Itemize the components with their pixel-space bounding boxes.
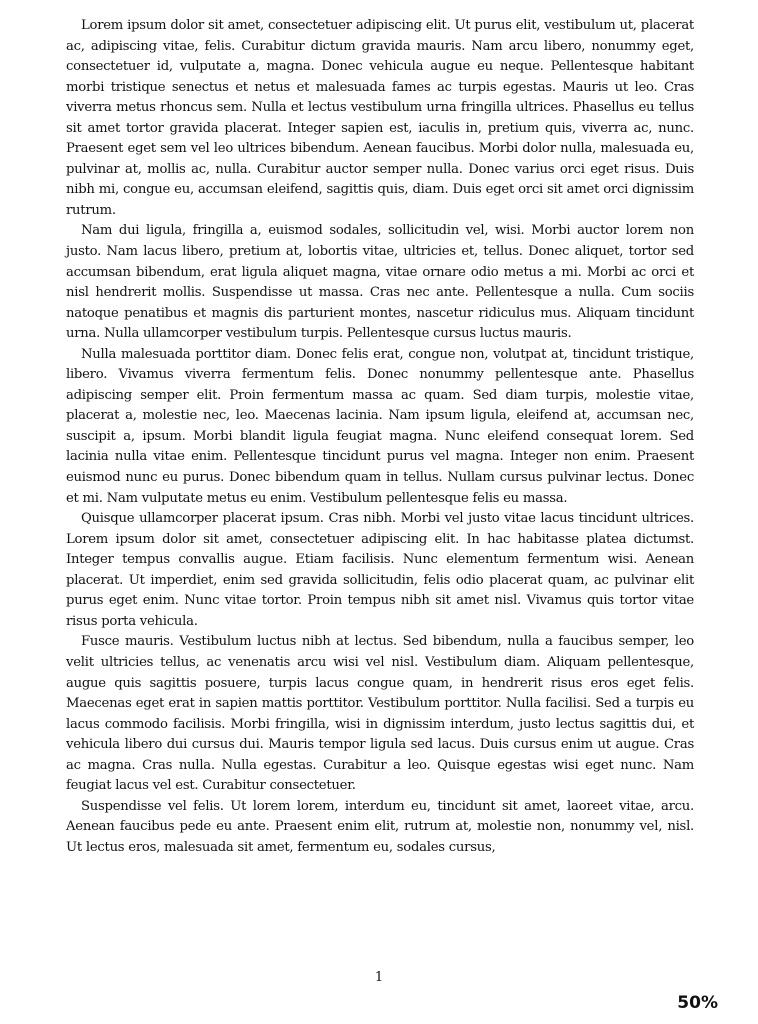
document-body bbox=[66, 16, 694, 858]
paragraph: Fusce mauris. Vestibulum luctus nibh at lectus. Sed bibendum, nulla a faucibus semper, leo velit ultricies tellus, ac venenatis arcu wisi vel nisl. Vestibulum diam. Aliquam pellentesque, augue quis sagittis posuere, turpis lacus congue quam, in hendrerit risus eros eget felis. Maecenas eget erat in sapien mattis porttitor. Vestibulum porttitor. Nulla facilisi. Sed a turpis eu lacus commodo facilisis. Morbi fringilla, wisi in dignissim interdum, justo lectus sagittis dui, et vehicula libero dui cursus dui. Mauris tempor ligula sed lacus. Duis cursus enim ut augue. Cras ac magna. Cras nulla. Nulla egestas. Curabitur a leo. Quisque egestas wisi eget nunc. Nam feugiat lacus vel est. Curabitur consectetuer. bbox=[66, 634, 694, 794]
paragraph: Suspendisse vel felis. Ut lorem lorem, interdum eu, tincidunt sit amet, laoreet vitae, arcu. Aenean faucibus pede eu ante. Praesent enim elit, rutrum at, molestie non, nonummy vel, nisl. Ut lectus eros, malesuada sit amet, fermentum eu, sodales cursus, bbox=[66, 798, 694, 855]
paragraph: Nam dui ligula, fringilla a, euismod sodales, sollicitudin vel, wisi. Morbi auctor lorem non justo. Nam lacus libero, pretium at, lobortis vitae, ultricies et, tellus. Donec aliquet, tortor sed accumsan bibendum, erat ligula aliquet magna, vitae ornare odio metus a mi. Morbi ac orci et nisl hendrerit mollis. Suspendisse ut massa. Cras nec ante. Pellentesque a nulla. Cum sociis natoque penatibus et magnis dis parturient montes, nascetur ridiculus mus. Aliquam tincidunt urna. Nulla ullamcorper vestibulum turpis. Pellentesque cursus luctus mauris. bbox=[66, 223, 694, 342]
paragraph: Quisque ullamcorper placerat ipsum. Cras nibh. Morbi vel justo vitae lacus tincidunt ultrices. Lorem ipsum dolor sit amet, consectetuer adipiscing elit. In hac habitasse platea dictumst. Integer tempus convallis augue. Etiam facilisis. Nunc elementum fermentum wisi. Aenean placerat. Ut imperdiet, enim sed gravida sollicitudin, felis odio placerat quam, ac pulvinar elit purus eget enim. Nunc vitae tortor. Proin tempus nibh sit amet nisl. Vivamus quis tortor vitae risus porta vehicula. bbox=[66, 511, 694, 629]
page-number: 1 bbox=[374, 970, 384, 985]
paragraph: Lorem ipsum dolor sit amet, consectetuer adipiscing elit. Ut purus elit, vestibulum ut, placerat ac, adipiscing vitae, felis. Curabitur dictum gravida mauris. Nam arcu libero, nonummy eget, consectetuer id, vulputate a, magna. Donec vehicula augue eu neque. Pellentesque habitant morbi tristique senectus et netus et malesuada fames ac turpis egestas. Mauris ut leo. Cras viverra metus rhoncus sem. Nulla et lectus vestibulum urna fringilla ultrices. Phasellus eu tellus sit amet tortor gravida placerat. Integer sapien est, iaculis in, pretium quis, viverra ac, nunc. Praesent eget sem vel leo ultrices bibendum. Aenean faucibus. Morbi dolor nulla, malesuada eu, pulvinar at, mollis ac, nulla. Curabitur auctor semper nulla. Donec varius orci eget risus. Duis nibh mi, congue eu, accumsan eleifend, sagittis quis, diam. Duis eget orci sit amet orci dignissim rutrum. bbox=[66, 18, 694, 218]
paragraph: Nulla malesuada porttitor diam. Donec felis erat, congue non, volutpat at, tincidunt tristique, libero. Vivamus viverra fermentum felis. Donec nonummy pellentesque ante. Phasellus adipiscing semper elit. Proin fermentum massa ac quam. Sed diam turpis, molestie vitae, placerat a, molestie nec, leo. Maecenas lacinia. Nam ipsum ligula, eleifend at, accumsan nec, suscipit a, ipsum. Morbi blandit ligula feugiat magna. Nunc eleifend consequat lorem. Sed lacinia nulla vitae enim. Pellentesque tincidunt purus vel magna. Integer non enim. Praesent euismod nunc eu purus. Donec bibendum quam in tellus. Nullam cursus pulvinar lectus. Donec et mi. Nam vulputate metus eu enim. Vestibulum pellentesque felis eu massa. bbox=[66, 346, 694, 506]
zoom-level-indicator: 50% bbox=[677, 993, 718, 1013]
